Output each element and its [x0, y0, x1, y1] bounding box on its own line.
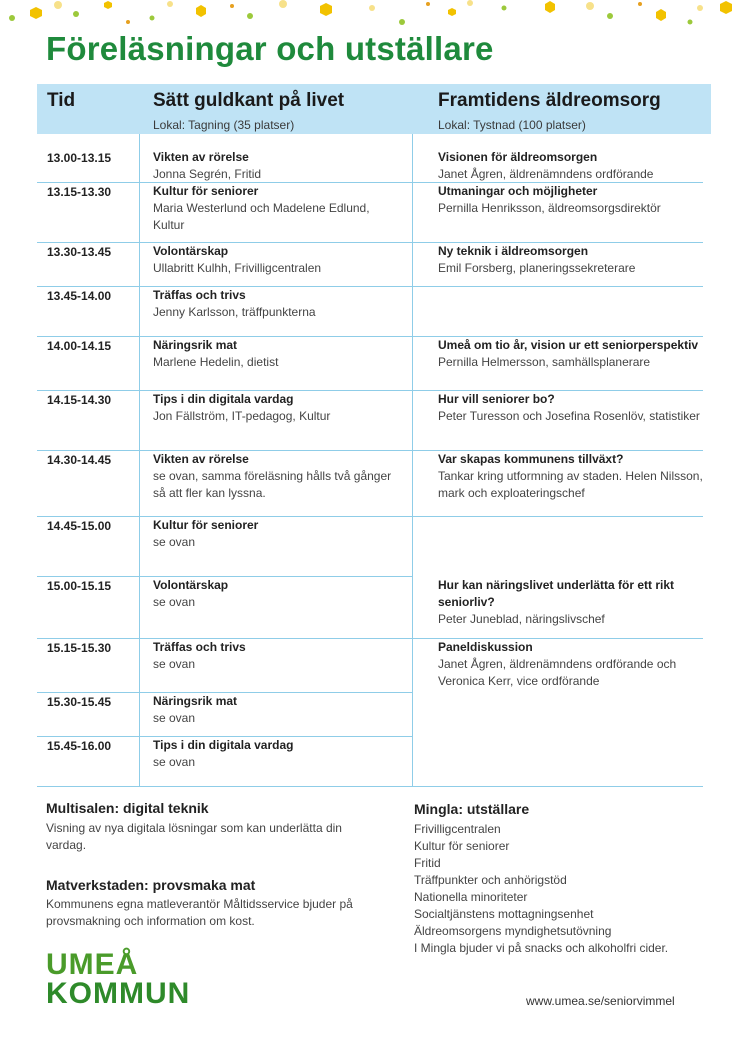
session-speaker: se ovan [153, 657, 196, 671]
track2-session [438, 391, 704, 425]
logo-line1: UMEÅ [46, 948, 139, 981]
row-divider [412, 182, 703, 183]
row-time: 14.15-14.30 [47, 393, 112, 407]
exhibitor-item: Socialtjänstens mottagningsenhet [414, 907, 594, 921]
session-speaker: Tankar kring utformning av staden. Helen Nilsson, mark och exploateringschef [438, 469, 703, 500]
session-title: Utmaningar och möjligheter [438, 184, 598, 198]
session-title: Näringsrik mat [153, 694, 238, 708]
session-speaker: Pernilla Henriksson, äldreomsorgsdirektör [438, 201, 661, 215]
track2-session [438, 639, 704, 690]
session-speaker: Jon Fällström, IT-pedagog, Kultur [153, 409, 331, 423]
row-time: 13.00-13.15 [47, 151, 112, 165]
row-time: 15.30-15.45 [47, 695, 112, 709]
row-divider [412, 638, 703, 639]
time-column-heading: Tid [47, 90, 76, 111]
exhibitor-item: Fritid [414, 856, 441, 870]
page-title: Föreläsningar och utställare [46, 30, 494, 67]
row-time: 15.45-16.00 [47, 739, 112, 753]
session-title: Vikten av rörelse [153, 452, 249, 466]
exhibitor-item: Nationella minoriteter [414, 890, 528, 904]
track1-heading: Sätt guldkant på livet [153, 90, 345, 111]
session-speaker: Pernilla Helmersson, samhällsplanerare [438, 355, 651, 369]
matverkstaden-heading: Matverkstaden: provsmaka mat [46, 877, 256, 893]
session-speaker: se ovan [153, 711, 196, 725]
track1-session [153, 149, 393, 183]
confetti-decoration [0, 0, 746, 30]
column-divider [139, 134, 140, 786]
matverkstaden-text: Kommunens egna matleverantör Måltidsservice bjuder på provsmakning och information om kost. [46, 897, 353, 928]
session-title: Tips i din digitala vardag [153, 392, 294, 406]
session-title: Var skapas kommunens tillväxt? [438, 452, 624, 466]
table-bottom-line [37, 786, 703, 787]
session-title: Umeå om tio år, vision ur ett seniorperspektiv [438, 338, 699, 352]
track1-session [153, 243, 393, 277]
schedule-header [37, 84, 711, 134]
session-speaker: Jenny Karlsson, träffpunkterna [153, 305, 316, 319]
session-title: Träffas och trivs [153, 640, 246, 654]
track1-session [153, 737, 393, 771]
session-speaker: Peter Juneblad, näringslivschef [438, 612, 605, 626]
row-time: 15.15-15.30 [47, 641, 112, 655]
umea-kommun-logo [46, 950, 190, 1008]
exhibitor-item: I Mingla bjuder vi på snacks och alkoholfri cider. [414, 941, 669, 955]
row-divider [412, 390, 703, 391]
row-divider [412, 450, 703, 451]
session-speaker: se ovan, samma föreläsning hålls två gånger så att fler kan lyssna. [153, 469, 392, 500]
track1-session [153, 577, 393, 611]
track2-session [438, 149, 704, 183]
exhibitor-item: Kultur för seniorer [414, 839, 510, 853]
session-speaker: Janet Ågren, äldrenämndens ordförande och Veronica Kerr, vice ordförande [438, 657, 677, 688]
multisalen-heading: Multisalen: digital teknik [46, 800, 209, 816]
row-time: 14.30-14.45 [47, 453, 112, 467]
website-link[interactable]: www.umea.se/seniorvimmel [526, 994, 675, 1008]
row-time: 15.00-15.15 [47, 579, 112, 593]
exhibitor-item: Frivilligcentralen [414, 822, 501, 836]
track1-session [153, 517, 393, 551]
track2-location: Lokal: Tystnad (100 platser) [438, 118, 586, 132]
track1-location: Lokal: Tagning (35 platser) [153, 118, 295, 132]
track1-session [153, 337, 393, 371]
track2-session [438, 451, 704, 502]
exhibitor-item: Äldreomsorgens myndighetsutövning [414, 924, 612, 938]
track1-session [153, 183, 393, 234]
session-title: Ny teknik i äldreomsorgen [438, 244, 589, 258]
row-divider [412, 336, 703, 337]
session-speaker: Maria Westerlund och Madelene Edlund, Kultur [153, 201, 370, 232]
session-speaker: Peter Turesson och Josefina Rosenlöv, statistiker [438, 409, 700, 423]
session-speaker: Emil Forsberg, planeringssekreterare [438, 261, 636, 275]
multisalen-text: Visning av nya digitala lösningar som kan underlätta din vardag. [46, 821, 342, 852]
row-time: 13.30-13.45 [47, 245, 112, 259]
track2-session [438, 183, 704, 217]
row-time: 13.45-14.00 [47, 289, 112, 303]
track1-session [153, 391, 393, 425]
session-speaker: se ovan [153, 535, 196, 549]
row-divider [412, 286, 703, 287]
track1-session [153, 287, 393, 321]
session-speaker: Janet Ågren, äldrenämndens ordförande [438, 167, 654, 181]
session-title: Volontärskap [153, 244, 229, 258]
session-speaker: Marlene Hedelin, dietist [153, 355, 279, 369]
session-title: Hur kan näringslivet underlätta för ett rikt seniorliv? [438, 578, 675, 609]
session-title: Volontärskap [153, 578, 229, 592]
row-divider [412, 242, 703, 243]
logo-line2: KOMMUN [46, 977, 191, 1010]
session-speaker: Jonna Segrén, Fritid [153, 167, 262, 181]
row-divider [412, 516, 703, 517]
session-title: Paneldiskussion [438, 640, 533, 654]
session-title: Näringsrik mat [153, 338, 238, 352]
exhibitor-item: Träffpunkter och anhörigstöd [414, 873, 567, 887]
column-divider [412, 134, 413, 786]
track2-session [438, 337, 704, 371]
session-speaker: se ovan [153, 595, 196, 609]
track1-session [153, 639, 393, 673]
session-title: Kultur för seniorer [153, 518, 259, 532]
row-time: 14.00-14.15 [47, 339, 112, 353]
track2-session [438, 577, 704, 628]
track1-session [153, 693, 393, 727]
mingla-heading: Mingla: utställare [414, 801, 530, 817]
track2-heading: Framtidens äldreomsorg [438, 90, 661, 111]
row-time: 13.15-13.30 [47, 185, 112, 199]
track1-session [153, 451, 393, 502]
session-title: Träffas och trivs [153, 288, 246, 302]
mingla-list [414, 821, 714, 957]
session-speaker: Ullabritt Kulhh, Frivilligcentralen [153, 261, 322, 275]
track2-session [438, 243, 704, 277]
session-title: Vikten av rörelse [153, 150, 249, 164]
row-time: 14.45-15.00 [47, 519, 112, 533]
session-title: Kultur för seniorer [153, 184, 259, 198]
session-title: Hur vill seniorer bo? [438, 392, 555, 406]
session-title: Visionen för äldreomsorgen [438, 150, 598, 164]
session-title: Tips i din digitala vardag [153, 738, 294, 752]
session-speaker: se ovan [153, 755, 196, 769]
